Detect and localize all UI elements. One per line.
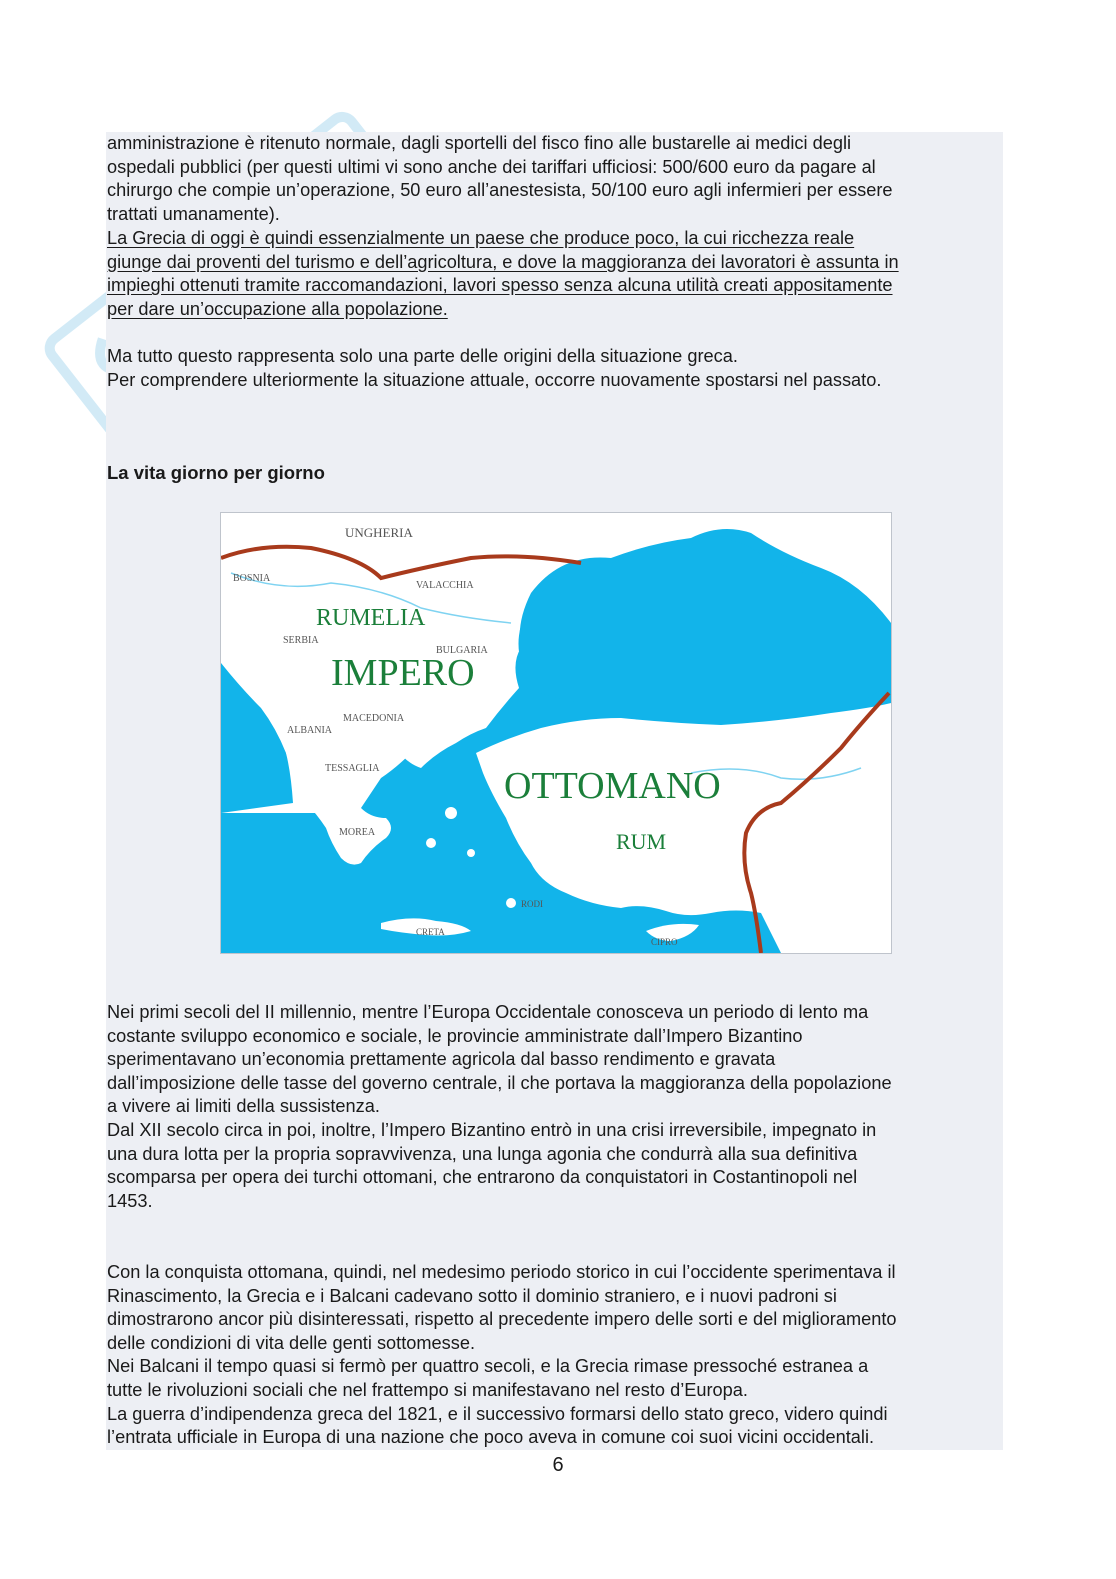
map-label-impero: IMPERO [331, 652, 475, 694]
text-line: impieghi ottenuti tramite raccomandazioni, lavori spesso senza alcuna utilità creati appositamente [107, 275, 893, 296]
text-line: trattati umanamente). [107, 203, 280, 224]
map-label-ottomano: OTTOMANO [504, 765, 721, 807]
island [445, 807, 457, 819]
text-line: l’entrata ufficiale in Europa di una nazione che poco aveva in comune coi suoi vicini occidentali. [107, 1427, 875, 1448]
text-line: Con la conquista ottomana, quindi, nel medesimo periodo storico in cui l’occidente sperimentava il [107, 1262, 896, 1282]
paragraph-byzantine-economy [107, 1001, 1007, 1213]
text-line: costante sviluppo economico e sociale, le provincie amministrate dall’Impero Bizantino [107, 1025, 803, 1046]
map-label-rumelia: RUMELIA [316, 605, 426, 631]
map-label-rodi: RODI [521, 899, 543, 909]
text-line: La Grecia di oggi è quindi essenzialmente un paese che produce poco, la cui ricchezza reale [107, 228, 855, 248]
text-line: Nei Balcani il tempo quasi si fermò per quattro secoli, e la Grecia rimase pressoché estranea a [107, 1356, 869, 1377]
map-label-serbia: SERBIA [283, 635, 319, 646]
paragraph-administration [107, 132, 1007, 226]
map-label-morea: MOREA [339, 827, 376, 838]
map-label-albania: ALBANIA [287, 725, 332, 736]
text-line: Ma tutto questo rappresenta solo una parte delle origini della situazione greca. [107, 346, 738, 366]
map-label-bulgaria: BULGARIA [436, 645, 488, 656]
text-line: Rinascimento, la Grecia e i Balcani cadevano sotto il dominio straniero, e i nuovi padroni si [107, 1285, 837, 1306]
map-label-cipro: CIPRO [651, 937, 678, 947]
map-label-creta: CRETA [416, 927, 445, 937]
island [426, 838, 436, 848]
text-line: una dura lotta per la propria sopravvivenza, una lunga agonia che condurrà alla sua definitiva [107, 1143, 858, 1164]
text-line: Nei primi secoli del II millennio, mentre l’Europa Occidentale conosceva un periodo di lento ma [107, 1002, 869, 1022]
text-line: Dal XII secolo circa in poi, inoltre, l’Impero Bizantino entrò in una crisi irreversibile, impegnato in [107, 1119, 877, 1140]
map-label-macedonia: MACEDONIA [343, 713, 405, 724]
ottoman-empire-map [220, 512, 892, 954]
text-line: Per comprendere ulteriormente la situazione attuale, occorre nuovamente spostarsi nel passato. [107, 369, 882, 390]
text-line: La guerra d’indipendenza greca del 1821, e il successivo formarsi dello stato greco, videro quindi [107, 1403, 888, 1424]
text-line: tutte le rivoluzioni sociali che nel frattempo si manifestavano nel resto d’Europa. [107, 1379, 748, 1400]
text-line: 1453. [107, 1190, 153, 1211]
text-line: a vivere ai limiti della sussistenza. [107, 1096, 380, 1117]
map-label-rum: RUM [616, 829, 667, 854]
text-line: sperimentavano un’economia prettamente agricola dal basso rendimento e gravata [107, 1049, 776, 1070]
paragraph-origins [107, 345, 1007, 392]
paragraph-ottoman-conquest [107, 1261, 1007, 1450]
paragraph-greece-today [107, 227, 1007, 321]
map-label-ungheria: UNGHERIA [345, 525, 413, 540]
text-line: ospedali pubblici (per questi ultimi vi sono anche dei tariffari ufficiosi: 500/600 euro da pagare al [107, 156, 876, 177]
text-line: amministrazione è ritenuto normale, dagli sportelli del fisco fino alle bustarelle ai medici degli [107, 133, 852, 153]
island [506, 898, 516, 908]
text-line: scomparsa per opera dei turchi ottomani, che entrarono da conquistatori in Costantinopoli nel [107, 1167, 858, 1188]
page-number: 6 [552, 1454, 564, 1476]
text-line: giunge dai proventi del turismo e dell’agricoltura, e dove la maggioranza dei lavoratori è assunta in [107, 251, 899, 272]
map-label-valacchia: VALACCHIA [416, 580, 474, 591]
text-line: delle condizioni di vita delle genti sottomesse. [107, 1332, 476, 1353]
text-line: dall’imposizione delle tasse del governo centrale, il che portava la maggioranza della popolazione [107, 1072, 892, 1093]
section-heading: La vita giorno per giorno [107, 462, 325, 483]
text-line: dimostrarono ancor più disinteressati, rispetto al precedente impero delle sorti e del miglioramento [107, 1309, 897, 1330]
text-line: chirurgo che compie un’operazione, 50 euro all’anestesista, 50/100 euro agli infermieri per essere [107, 180, 893, 201]
island [467, 849, 475, 857]
map-label-tessaglia: TESSAGLIA [325, 763, 380, 774]
text-line: per dare un’occupazione alla popolazione. [107, 298, 448, 319]
map-label-bosnia: BOSNIA [233, 573, 271, 584]
map-svg [221, 513, 891, 953]
